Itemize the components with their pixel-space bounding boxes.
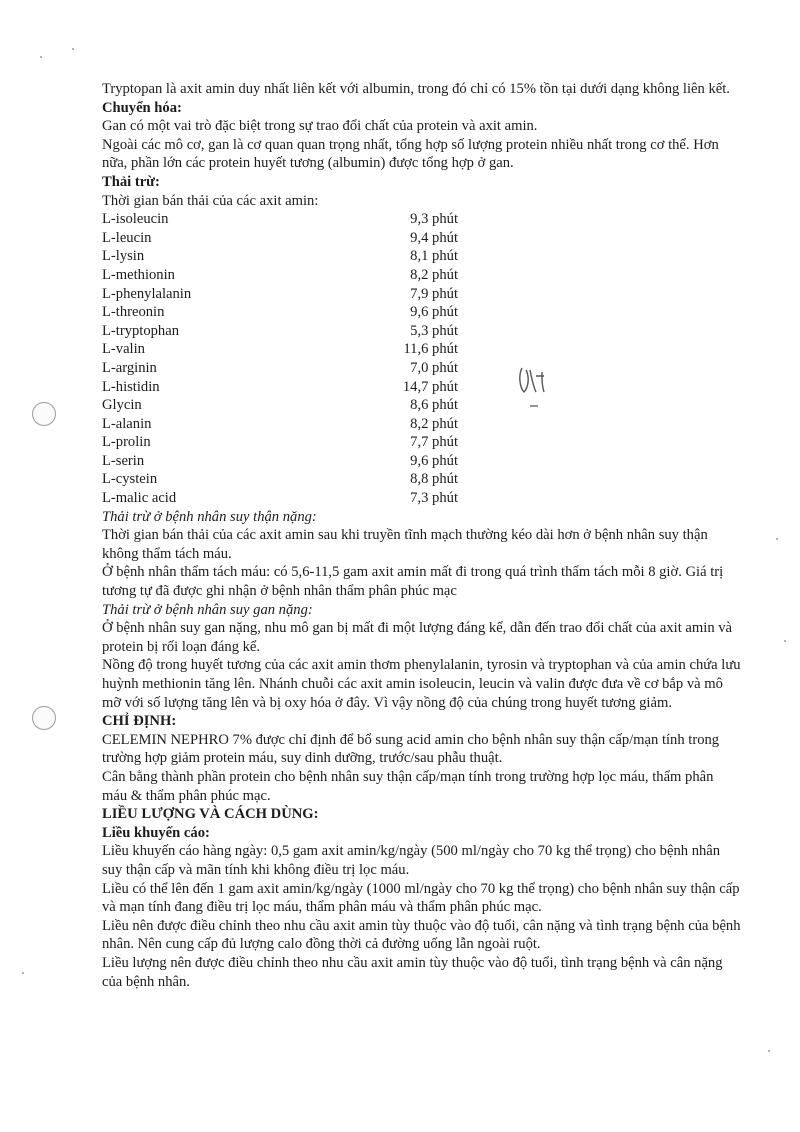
metabolism-paragraph: Gan có một vai trò đặc biệt trong sự trao đổi chất của protein và axit amin.	[102, 118, 538, 135]
table-row	[102, 489, 742, 508]
half-life-value: 8,1 phút	[410, 248, 458, 265]
amino-acid-name: L-serin	[102, 452, 145, 469]
half-life-value: 7,9 phút	[410, 285, 458, 302]
half-life-value: 11,6 phút	[403, 341, 458, 358]
table-row	[102, 322, 742, 341]
amino-acid-name: L-threonin	[102, 304, 165, 321]
dosage-paragraph: Liều khuyến cáo hàng ngày: 0,5 gam axit amin/kg/ngày (500 ml/ngày cho 70 kg thể trọng) cho bệnh nhân suy thận cấp và mãn tính khi không điều trị lọc máu.	[102, 843, 721, 878]
amino-acid-name: Glycin	[102, 397, 142, 414]
dosage-heading: LIỀU LƯỢNG VÀ CÁCH DÙNG:	[102, 806, 319, 823]
half-life-value: 8,6 phút	[410, 397, 458, 414]
half-life-caption: Thời gian bán thải của các axit amin:	[102, 192, 319, 209]
table-row	[102, 378, 742, 397]
renal-paragraph: Ở bệnh nhân thẩm tách máu: có 5,6-11,5 gam axit amin mất đi trong quá trình thẩm tách mỗi 8 giờ. Giá trị tương tự đã được ghi nhận ở bệnh nhân thẩm phân phúc mạc	[102, 564, 724, 600]
scan-speck	[784, 640, 786, 642]
half-life-value: 5,3 phút	[410, 322, 458, 339]
elimination-heading: Thải trừ:	[102, 173, 160, 190]
amino-acid-name: L-malic acid	[102, 490, 177, 507]
half-life-value: 7,7 phút	[410, 434, 458, 451]
binder-hole-bottom	[32, 706, 56, 730]
amino-acid-name: L-phenylalanin	[102, 285, 192, 302]
amino-acid-name: L-valin	[102, 341, 145, 358]
table-row	[102, 210, 742, 229]
half-life-value: 8,8 phút	[410, 471, 458, 488]
scan-speck	[22, 972, 24, 974]
renal-paragraph: Thời gian bán thải của các axit amin sau khi truyền tĩnh mạch thường kéo dài hơn ở bệnh nhân suy thận không thẩm tách máu.	[102, 527, 708, 562]
table-row	[102, 266, 742, 285]
half-life-value: 8,2 phút	[410, 415, 458, 432]
indications-heading: CHỈ ĐỊNH:	[102, 713, 177, 730]
scan-speck	[768, 1050, 770, 1052]
half-life-value: 7,3 phút	[410, 490, 458, 507]
hepatic-paragraph: Ở bệnh nhân suy gan nặng, nhu mô gan bị mất đi một lượng đáng kể, dẫn đến trao đổi chất của axit amin và protein bị rối loạn đáng kể.	[102, 620, 733, 655]
amino-acid-name: L-prolin	[102, 434, 151, 451]
amino-acid-name: L-alanin	[102, 415, 152, 432]
table-row	[102, 340, 742, 359]
document-page	[102, 80, 742, 991]
scan-speck	[72, 48, 74, 50]
half-life-value: 14,7 phút	[402, 378, 458, 395]
half-life-value: 9,6 phút	[410, 304, 458, 321]
indications-paragraph: CELEMIN NEPHRO 7% được chỉ định để bổ sung acid amin cho bệnh nhân suy thận cấp/mạn tính trong trường hợp giảm protein máu, suy dinh dưỡng, trước/sau phẫu thuật.	[102, 731, 720, 767]
hepatic-elimination-heading: Thải trừ ở bệnh nhân suy gan nặng:	[102, 601, 313, 618]
half-life-value: 9,6 phút	[410, 452, 458, 469]
hepatic-paragraph: Nồng độ trong huyết tương của các axit amin thơm phenylalanin, tyrosin và tryptophan và của amin chứa lưu huỳnh methionin tăng lên. Nhánh chuỗi các axit amin isoleucin, leucin và valin được đưa về cơ bắp và mô mỡ với số lượng tăng lên và bị oxy hóa ở đây. Vì vậy nồng độ của chúng trong huyết tương giảm.	[102, 657, 741, 711]
amino-acid-name: L-methionin	[102, 266, 175, 283]
half-life-table	[102, 210, 742, 508]
amino-acid-name: L-arginin	[102, 359, 157, 376]
half-life-value: 9,4 phút	[410, 229, 458, 246]
table-row	[102, 470, 742, 489]
half-life-value: 7,0 phút	[410, 359, 458, 376]
table-row	[102, 433, 742, 452]
dosage-paragraph: Liều có thể lên đến 1 gam axit amin/kg/ngày (1000 ml/ngày cho 70 kg thể trọng) cho bệnh nhân suy thận cấp và mạn tính đang điều trị lọc máu, thẩm phân máu và thẩm phân phúc mạc.	[102, 880, 740, 916]
renal-elimination-heading: Thải trừ ở bệnh nhân suy thận nặng:	[102, 508, 317, 525]
recommended-dose-heading: Liều khuyến cáo:	[102, 824, 210, 841]
amino-acid-name: L-lysin	[102, 248, 145, 265]
half-life-value: 9,3 phút	[410, 211, 458, 228]
half-life-value: 8,2 phút	[410, 266, 458, 283]
scan-speck	[40, 56, 42, 58]
dosage-paragraph: Liều nên được điều chỉnh theo nhu cầu axit amin tùy thuộc vào độ tuổi, cân nặng và tình trạng bệnh của bệnh nhân. Nên cung cấp đủ lượng calo đồng thời cả đường uống lẫn ngoài ruột.	[102, 917, 741, 953]
dosage-paragraph: Liều lượng nên được điều chỉnh theo nhu cầu axit amin tùy thuộc vào độ tuổi, tình trạng bệnh và cân nặng của bệnh nhân.	[102, 954, 723, 990]
intro-paragraph: Tryptopan là axit amin duy nhất liên kết với albumin, trong đó chỉ có 15% tồn tại dưới dạng không liên kết.	[102, 81, 730, 97]
table-row	[102, 285, 742, 304]
binder-hole-top	[32, 402, 56, 426]
amino-acid-name: L-isoleucin	[102, 211, 169, 228]
metabolism-paragraph: Ngoài các mô cơ, gan là cơ quan quan trọng nhất, tổng hợp số lượng protein nhiều nhất trong cơ thể. Hơn nữa, phần lớn các protein huyết tương (albumin) được tổng hợp ở gan.	[102, 136, 719, 172]
table-row	[102, 359, 742, 378]
metabolism-heading: Chuyển hóa:	[102, 99, 182, 116]
table-row	[102, 452, 742, 471]
table-row	[102, 303, 742, 322]
scan-speck	[776, 538, 778, 540]
amino-acid-name: L-cystein	[102, 471, 158, 488]
table-row	[102, 229, 742, 248]
indications-paragraph: Cân bằng thành phần protein cho bệnh nhân suy thận cấp/mạn tính trong trường hợp lọc máu, thẩm phân máu & thẩm phân phúc mạc.	[102, 768, 714, 804]
table-row	[102, 396, 742, 415]
table-row	[102, 415, 742, 434]
amino-acid-name: L-tryptophan	[102, 322, 180, 339]
table-row	[102, 247, 742, 266]
amino-acid-name: L-histidin	[102, 378, 160, 395]
amino-acid-name: L-leucin	[102, 229, 152, 246]
